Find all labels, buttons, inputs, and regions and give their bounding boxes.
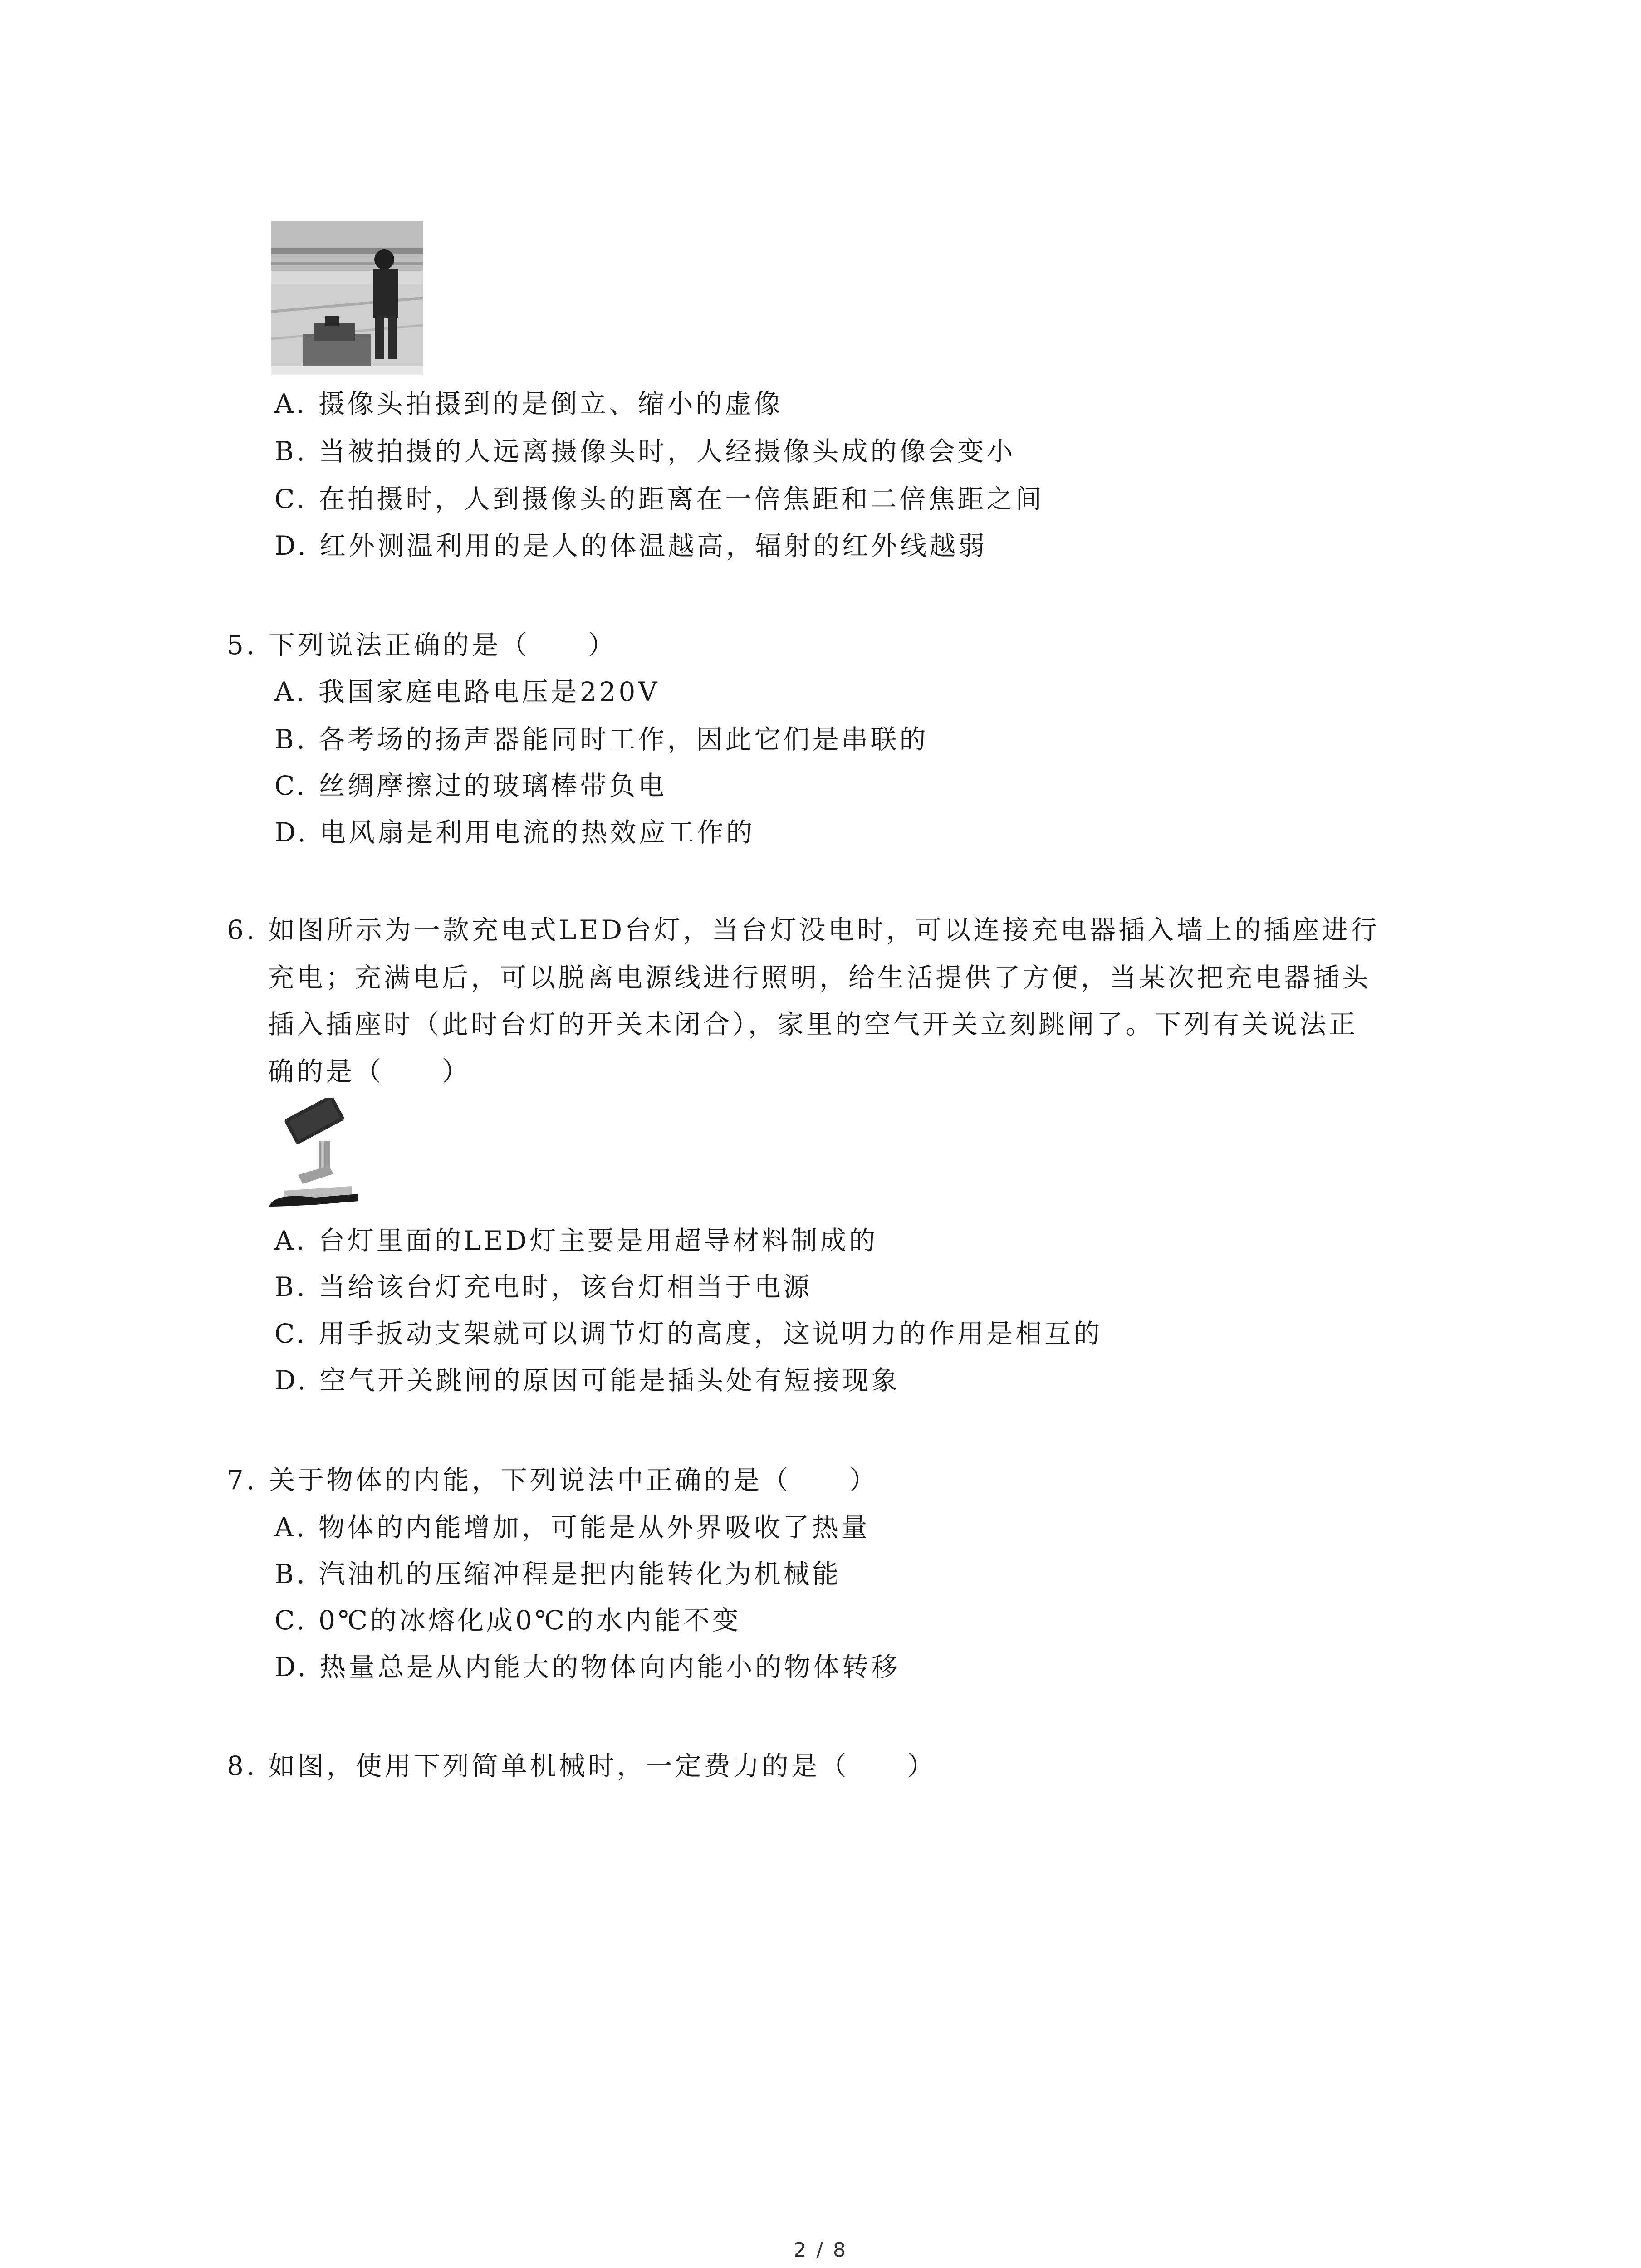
q5-option-d: D. 电风扇是利用电流的热效应工作的 [274,817,755,848]
q7-option-a: A. 物体的内能增加，可能是从外界吸收了热量 [274,1512,870,1543]
q7-option-d: D. 热量总是从内能大的物体向内能小的物体转移 [274,1652,901,1682]
page-number: 2 / 8 [794,2239,847,2262]
q4-option-d: D. 红外测温利用的是人的体温越高，辐射的红外线越弱 [274,530,988,561]
q6-stem-line-1: 6. 如图所示为一款充电式LED台灯，当台灯没电时，可以连接充电器插入墙上的插座进行 [227,914,1380,945]
q6-stem-line-2: 充电；充满电后，可以脱离电源线进行照明，给生活提供了方便，当某次把充电器插头 [268,962,1372,993]
q6-option-d: D. 空气开关跳闸的原因可能是插头处有短接现象 [274,1365,901,1396]
q4-option-a: A. 摄像头拍摄到的是倒立、缩小的虚像 [274,388,783,419]
q5-stem: 5. 下列说法正确的是（ ） [227,630,617,660]
q6-option-a: A. 台灯里面的LED灯主要是用超导材料制成的 [274,1225,878,1256]
q6-option-c: C. 用手扳动支架就可以调节灯的高度，这说明力的作用是相互的 [274,1318,1103,1349]
q4-option-c: C. 在拍摄时，人到摄像头的距离在一倍焦距和二倍焦距之间 [274,484,1045,514]
q6-stem-line-3: 插入插座时（此时台灯的开关未闭合），家里的空气开关立刻跳闸了。下列有关说法正 [268,1009,1358,1040]
camera-scene-photo [271,221,423,375]
q7-option-b: B. 汽油机的压缩冲程是把内能转化为机械能 [274,1559,842,1589]
q8-stem: 8. 如图，使用下列简单机械时，一定费力的是（ ） [227,1750,936,1781]
q4-option-b: B. 当被拍摄的人远离摄像头时，人经摄像头成的像会变小 [274,436,1016,467]
q5-option-b: B. 各考场的扬声器能同时工作，因此它们是串联的 [274,724,929,755]
q5-option-a: A. 我国家庭电路电压是220V [274,676,660,707]
led-desk-lamp-image [265,1098,363,1213]
q7-stem: 7. 关于物体的内能，下列说法中正确的是（ ） [227,1465,878,1496]
q5-option-c: C. 丝绸摩擦过的玻璃棒带负电 [274,770,667,801]
q7-option-c: C. 0℃的冰熔化成0℃的水内能不变 [274,1605,741,1636]
q6-stem-line-4: 确的是（ ） [268,1056,471,1087]
q6-option-b: B. 当给该台灯充电时，该台灯相当于电源 [274,1271,813,1302]
